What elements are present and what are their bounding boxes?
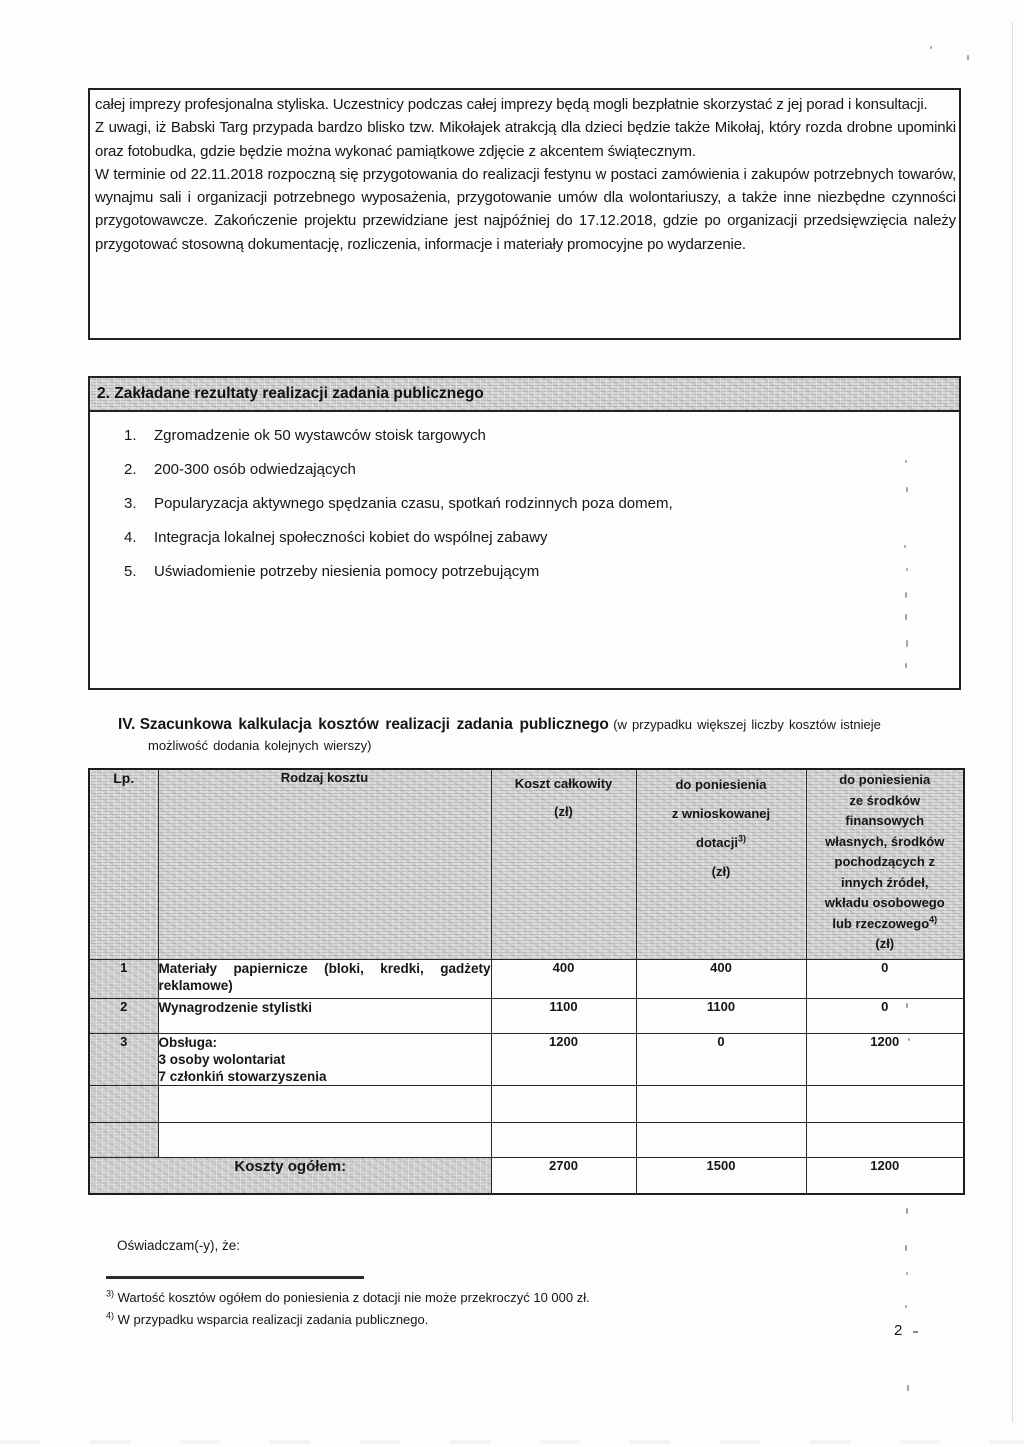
table-row-empty (89, 1085, 964, 1122)
costs-table (88, 768, 965, 1195)
scan-speck (967, 55, 969, 60)
cell-own: 1200 (806, 1033, 964, 1085)
results-section-title: 2. Zakładane rezultaty realizacji zadania publicznego (97, 385, 484, 402)
header-line: do poniesienia (675, 777, 767, 792)
results-list (90, 412, 959, 582)
column-header-grant (636, 769, 806, 959)
cell-own: 0 (806, 998, 964, 1033)
header-line: (zł) (554, 804, 573, 819)
column-header-kind: Rodzaj kosztu (158, 769, 491, 959)
list-item-text: 200-300 osób odwiedzających (154, 461, 356, 478)
scan-speck (905, 663, 907, 668)
footnote-marker: 3) (106, 1288, 115, 1299)
table-row (89, 959, 964, 998)
cell-cost-kind: Wynagrodzenie stylistki (158, 998, 491, 1033)
cell-own (806, 1085, 964, 1122)
header-line: z wnioskowanej (671, 806, 771, 821)
scan-speck (905, 460, 907, 463)
list-item (90, 460, 959, 480)
cell-lp (89, 1085, 158, 1122)
table-total-row (89, 1157, 964, 1194)
scan-speck (904, 545, 906, 548)
column-header-total (491, 769, 636, 959)
table-row (89, 998, 964, 1033)
footnote-text: W przypadku wsparcia realizacji zadania publicznego. (117, 1312, 429, 1327)
cell-grant (636, 1122, 806, 1157)
header-line: finansowych (845, 813, 925, 828)
list-item-text: Popularyzacja aktywnego spędzania czasu, spotkań rodzinnych poza domem, (154, 495, 673, 512)
header-line: innych źródeł, (841, 874, 929, 890)
heading-note: (w przypadku większej liczby kosztów (613, 717, 836, 732)
costs-section-heading (118, 714, 940, 756)
heading-title: Szacunkowa kalkulacja kosztów realizacji zadania publicznego (139, 716, 609, 733)
intro-text-box (88, 88, 961, 340)
header-line: pochodzących z (834, 854, 935, 869)
list-item (90, 426, 959, 446)
scan-speck (906, 640, 908, 647)
list-item-number: 5. (124, 563, 137, 580)
heading-note: istnieje możliwość dodania kolejnych wierszy) (148, 717, 881, 753)
scan-speck (906, 487, 908, 492)
list-item (90, 562, 959, 582)
cell-total (491, 1122, 636, 1157)
list-item (90, 528, 959, 548)
scan-speck (906, 568, 908, 571)
cell-total: 1100 (491, 998, 636, 1033)
cell-total: 400 (491, 959, 636, 998)
footnote-ref: 4) (929, 914, 938, 925)
column-header-own-funds (806, 769, 964, 959)
cell-total: 2700 (491, 1157, 636, 1194)
scan-speck (907, 1385, 909, 1391)
results-section-box (88, 376, 961, 690)
cell-cost-kind: Materiały papiernicze (bloki, kredki, gadżety reklamowe) (158, 959, 491, 998)
footnote-separator (106, 1276, 364, 1279)
cell-grant: 400 (636, 959, 806, 998)
list-item-text: Integracja lokalnej społeczności kobiet do wspólnej zabawy (154, 529, 548, 546)
scan-speck (913, 1331, 918, 1333)
list-item-number: 3. (124, 495, 137, 512)
intro-paragraph: W terminie od 22.11.2018 rozpoczną się przygotowania do realizacji festynu w postaci zamówienia i zakupów potrzebnych towarów, wynajmu sali i organizacji potrzebnego wyposażenia, przygotowanie umów dla wolontariuszy, a także inne niezbędne czynności przygotowawcze. Zakończenie projektu przewidziane jest najpóźniej do 17.12.2018, gdzie po organizacji przedsięwzięcia należy przygotować stosowną dokumentację, rozliczenia, informacje i materiały promocyjne po wydarzenie. (95, 165, 956, 253)
scan-speck (930, 46, 932, 49)
cell-line: 3 osoby wolontariat (158, 1051, 286, 1067)
table-row (89, 1033, 964, 1085)
list-item (90, 494, 959, 514)
scan-speck (906, 1272, 908, 1275)
cell-grant: 0 (636, 1033, 806, 1085)
heading-number: IV. (118, 716, 136, 733)
footnote-text: Wartość kosztów ogółem do poniesienia z dotacji nie może przekroczyć 10 000 zł. (117, 1290, 590, 1305)
column-header-lp: Lp. (89, 769, 158, 959)
footnote (106, 1290, 590, 1305)
declaration-text: Oświadczam(-y), że: (117, 1238, 241, 1253)
intro-paragraph: Z uwagi, iż Babski Targ przypada bardzo blisko tzw. Mikołajek atrakcją dla dzieci będzie także Mikołaj, który rozda drobne upominki oraz fotobudka, gdzie będzie można wykonać pamiątkowe zdjęcie z akcentem świątecznym. (95, 119, 956, 160)
cell-lp: 2 (89, 998, 158, 1033)
cell-own: 0 (806, 959, 964, 998)
cell-grant: 1100 (636, 998, 806, 1033)
cell-lp (89, 1122, 158, 1157)
header-line (807, 914, 964, 935)
scan-speck (906, 1003, 908, 1008)
cell-own (806, 1122, 964, 1157)
header-word: lub rzeczowego (832, 915, 930, 931)
results-section-header (90, 378, 959, 412)
cell-line: 7 członkiń stowarzyszenia (158, 1068, 327, 1084)
scan-edge-bottom (0, 1440, 1024, 1444)
scan-speck (905, 614, 907, 620)
cell-total: 1200 (491, 1033, 636, 1085)
header-line: do poniesienia (839, 772, 931, 787)
cell-lp: 3 (89, 1033, 158, 1085)
cell-grant (636, 1085, 806, 1122)
footnote-ref: 3) (737, 833, 746, 844)
scan-speck (908, 1038, 910, 1041)
list-item-number: 4. (124, 529, 137, 546)
intro-paragraph: całej imprezy profesjonalna styliska. Uczestnicy podczas całej imprezy będą mogli bezpłatnie skorzystać z jej porad i konsultacji. (95, 96, 928, 113)
scan-speck (905, 592, 907, 598)
scan-edge-line (1012, 22, 1013, 1422)
list-item-text: Zgromadzenie ok 50 wystawców stoisk targowych (154, 427, 486, 444)
scan-speck (906, 1208, 908, 1214)
cell-own: 1200 (806, 1157, 964, 1194)
header-line: własnych, środków (825, 833, 945, 849)
header-line: ze środków (849, 792, 921, 808)
cell-total (491, 1085, 636, 1122)
scan-speck (905, 1305, 907, 1308)
header-word: dotacji (696, 835, 738, 850)
header-line: (zł) (875, 936, 895, 951)
header-line (637, 828, 806, 857)
footnote (106, 1312, 428, 1327)
cell-cost-kind (158, 1122, 491, 1157)
cell-grant: 1500 (636, 1157, 806, 1194)
list-item-number: 2. (124, 461, 137, 478)
header-line: wkładu osobowego (824, 895, 945, 910)
page-number: 2 (894, 1322, 903, 1339)
header-line: (zł) (711, 864, 731, 879)
table-header-row (89, 769, 964, 959)
scan-speck (905, 1245, 907, 1251)
cell-line: Obsługa: (158, 1034, 218, 1050)
list-item-number: 1. (124, 427, 137, 444)
cell-lp: 1 (89, 959, 158, 998)
table-row-empty (89, 1122, 964, 1157)
footnote-marker: 4) (106, 1310, 115, 1321)
cell-cost-kind (158, 1085, 491, 1122)
list-item-text: Uświadomienie potrzeby niesienia pomocy potrzebującym (154, 563, 540, 580)
cell-cost-kind (158, 1033, 491, 1085)
cell-total-label: Koszty ogółem: (89, 1157, 491, 1194)
header-line: Koszt całkowity (514, 776, 613, 791)
